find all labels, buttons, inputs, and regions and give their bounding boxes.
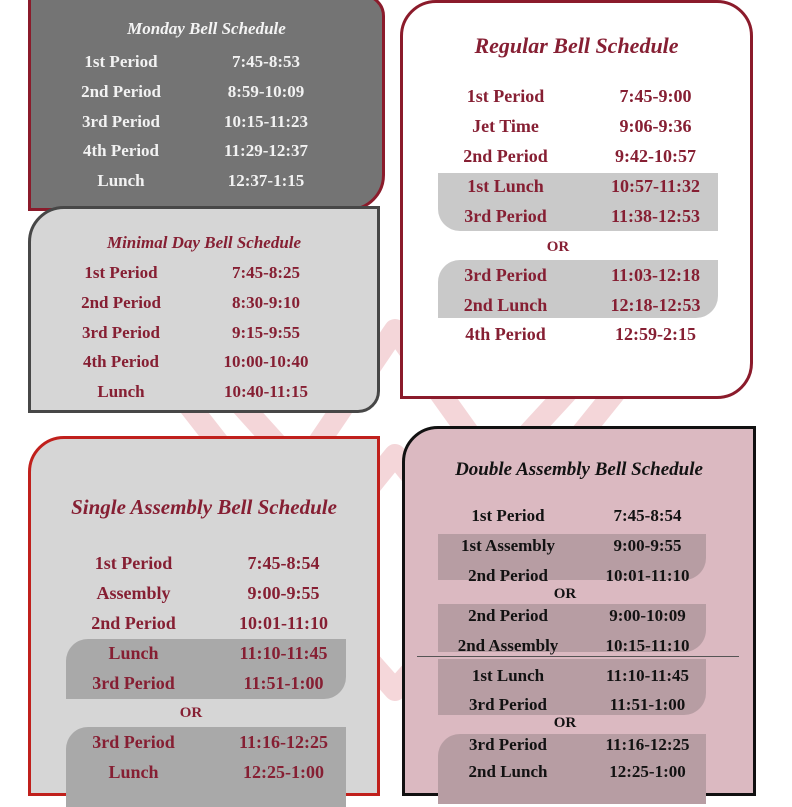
schedule-row <box>405 666 753 688</box>
or-separator: OR <box>553 586 577 602</box>
period-label: 2nd Assembly <box>457 636 559 655</box>
schedule-row <box>405 506 753 528</box>
schedule-row <box>405 606 753 628</box>
schedule-row <box>31 673 377 695</box>
period-label: 1st Period <box>84 263 158 282</box>
schedule-row <box>31 263 377 285</box>
period-time: 10:01-11:10 <box>239 613 328 633</box>
schedule-row <box>405 536 753 558</box>
period-label: 1st Period <box>466 86 545 106</box>
schedule-row <box>403 86 750 108</box>
period-label: 2nd Period <box>91 613 176 633</box>
period-label: 4th Period <box>82 352 160 371</box>
period-label: 2nd Period <box>468 566 548 585</box>
schedule-row <box>403 265 750 287</box>
period-label: 2nd Period <box>81 82 161 101</box>
period-time: 8:59-10:09 <box>227 82 305 101</box>
schedule-row <box>403 146 750 168</box>
period-time: 9:06-9:36 <box>619 116 692 136</box>
period-time: 12:25-1:00 <box>243 762 324 782</box>
or-separator: OR <box>546 239 570 255</box>
period-time: 10:01-11:10 <box>605 566 690 585</box>
period-label: 3rd Period <box>469 695 547 714</box>
schedule-row <box>405 735 753 757</box>
period-label: Assembly <box>96 583 171 603</box>
card-title: Minimal Day Bell Schedule <box>106 233 302 252</box>
period-label: 3rd Period <box>82 112 160 131</box>
period-time: 9:00-10:09 <box>609 606 686 625</box>
schedule-row <box>31 762 377 784</box>
period-label: 3rd Period <box>469 735 547 754</box>
period-label: 2nd Period <box>81 293 161 312</box>
period-time: 10:15-11:23 <box>223 112 309 131</box>
period-label: 1st Period <box>471 506 545 525</box>
period-time: 11:51-1:00 <box>609 695 686 714</box>
schedule-row <box>31 323 377 345</box>
period-time: 9:00-9:55 <box>247 583 320 603</box>
period-time: 12:25-1:00 <box>609 762 686 781</box>
period-time: 10:57-11:32 <box>611 176 700 196</box>
period-label: 3rd Period <box>92 673 175 693</box>
schedule-row <box>31 352 377 374</box>
period-time: 11:10-11:45 <box>605 666 690 685</box>
schedule-row <box>31 293 377 315</box>
period-time: 10:40-11:15 <box>223 382 309 401</box>
minimal-day-schedule-card <box>28 206 380 413</box>
double-assembly-schedule-card <box>402 426 756 796</box>
period-time: 10:00-10:40 <box>223 352 309 371</box>
period-label: 2nd Lunch <box>468 762 548 781</box>
period-label: 1st Assembly <box>461 536 555 555</box>
or-separator: OR <box>179 705 203 721</box>
period-time: 12:18-12:53 <box>610 295 701 315</box>
card-title: Monday Bell Schedule <box>127 19 286 38</box>
or-separator: OR <box>553 715 577 731</box>
period-time: 10:15-11:10 <box>605 636 690 655</box>
period-label: 3rd Period <box>92 732 175 752</box>
schedule-row <box>31 171 382 193</box>
period-time: 7:45-9:00 <box>619 86 692 106</box>
schedule-row <box>31 382 377 404</box>
schedule-row <box>31 112 382 134</box>
card-title: Single Assembly Bell Schedule <box>71 495 337 519</box>
period-time: 9:00-9:55 <box>613 536 682 555</box>
schedule-row <box>403 176 750 198</box>
period-label: 4th Period <box>465 324 546 344</box>
schedule-row <box>403 116 750 138</box>
schedule-row <box>405 762 753 784</box>
period-label: Lunch <box>97 171 145 190</box>
schedule-row <box>31 82 382 104</box>
period-time: 9:42-10:57 <box>615 146 696 166</box>
schedule-row <box>405 636 753 658</box>
schedule-row <box>403 324 750 346</box>
single-assembly-schedule-card <box>28 436 380 796</box>
period-time: 11:16-12:25 <box>605 735 690 754</box>
period-time: 9:15-9:55 <box>232 323 300 342</box>
period-label: 1st Lunch <box>471 666 545 685</box>
period-label: 1st Lunch <box>467 176 544 196</box>
period-time: 11:38-12:53 <box>611 206 700 226</box>
schedule-row <box>31 52 382 74</box>
period-time: 11:51-1:00 <box>243 673 324 693</box>
period-time: 12:59-2:15 <box>615 324 696 344</box>
regular-schedule-card <box>400 0 753 399</box>
schedule-row <box>31 732 377 754</box>
period-time: 7:45-8:54 <box>247 553 320 573</box>
schedule-row <box>31 583 377 605</box>
schedule-row <box>403 295 750 317</box>
period-label: 2nd Lunch <box>463 295 548 315</box>
schedule-row <box>31 643 377 665</box>
period-label: Jet Time <box>472 116 539 136</box>
schedule-row <box>31 141 382 163</box>
period-time: 7:45-8:53 <box>232 52 300 71</box>
period-time: 12:37-1:15 <box>227 171 305 190</box>
period-time: 7:45-8:54 <box>613 506 682 525</box>
card-title: Double Assembly Bell Schedule <box>455 459 703 480</box>
period-time: 11:10-11:45 <box>239 643 328 663</box>
period-label: 1st Period <box>94 553 173 573</box>
schedule-row <box>405 695 753 717</box>
period-label: 1st Period <box>84 52 158 71</box>
schedule-row <box>31 613 377 635</box>
period-time: 8:30-9:10 <box>232 293 300 312</box>
period-time: 11:16-12:25 <box>239 732 328 752</box>
period-label: 3rd Period <box>82 323 160 342</box>
schedule-row <box>405 566 753 588</box>
period-label: 4th Period <box>82 141 160 160</box>
schedule-row <box>403 206 750 228</box>
period-label: 3rd Period <box>464 206 547 226</box>
period-time: 11:29-12:37 <box>223 141 309 160</box>
schedule-row <box>31 553 377 575</box>
period-label: Lunch <box>108 643 159 663</box>
period-time: 7:45-8:25 <box>232 263 300 282</box>
period-time: 11:03-12:18 <box>611 265 700 285</box>
period-label: 2nd Period <box>468 606 548 625</box>
period-label: Lunch <box>108 762 159 782</box>
period-label: 3rd Period <box>464 265 547 285</box>
period-label: 2nd Period <box>463 146 548 166</box>
card-title: Regular Bell Schedule <box>474 33 679 58</box>
period-label: Lunch <box>97 382 145 401</box>
monday-schedule-card <box>28 0 385 211</box>
